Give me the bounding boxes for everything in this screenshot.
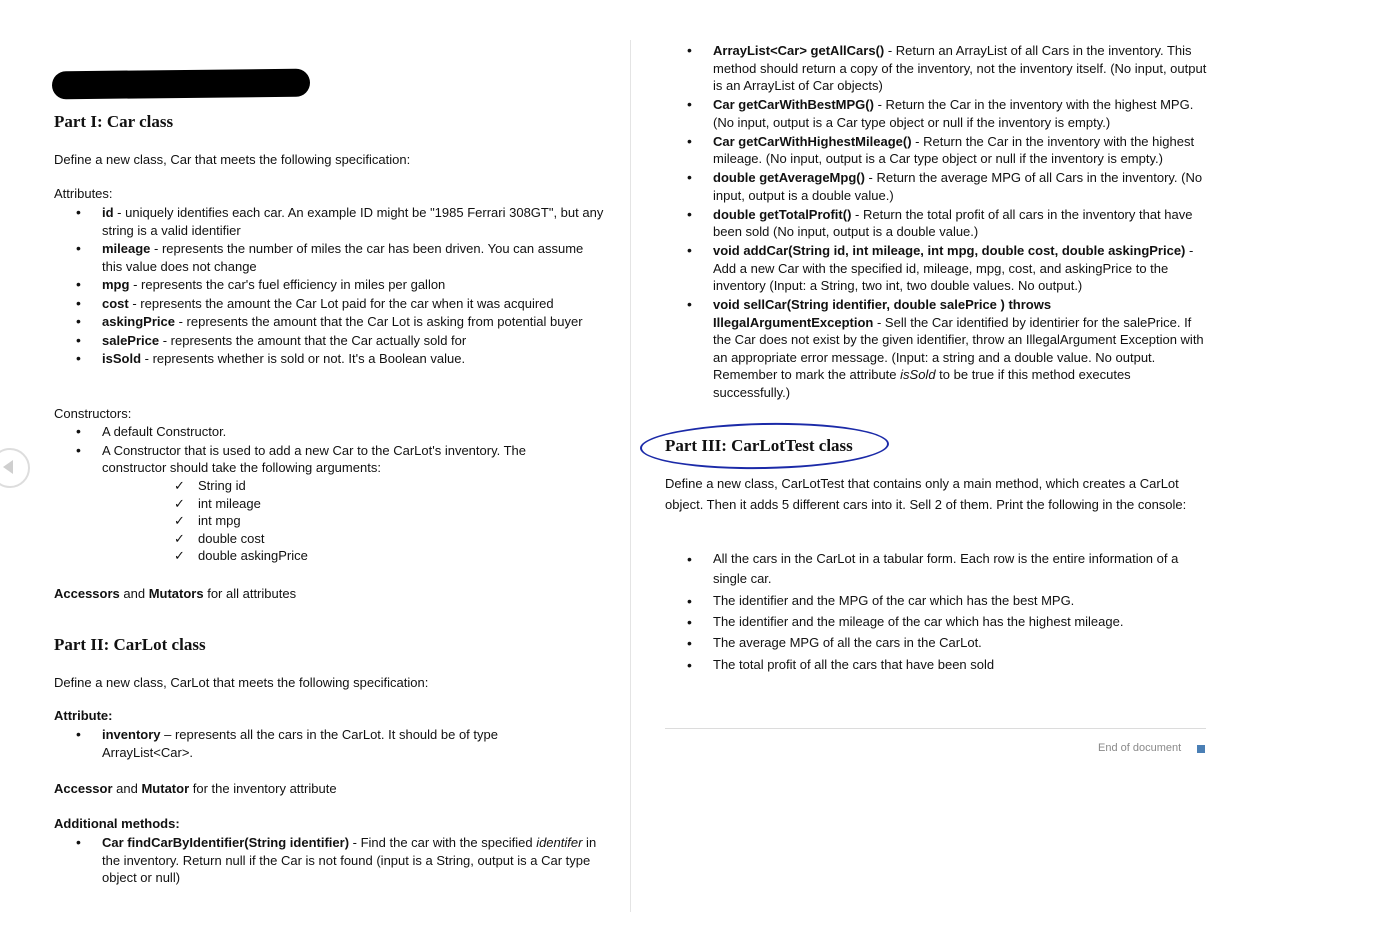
list-item: [665, 296, 1210, 401]
list-item: • A Constructor that is used to add a new Car to the CarLot's inventory. The constructor should take the following arguments:: [54, 442, 554, 477]
end-of-document-label: End of document: [1098, 742, 1182, 754]
list-item: • All the cars in the CarLot in a tabular form. Each row is the entire information of a single car.: [665, 549, 1210, 589]
arg-label: double askingPrice: [198, 548, 308, 564]
attr-name: mileage: [102, 241, 151, 256]
attr-name: mpg: [102, 277, 130, 292]
list-item: [174, 495, 374, 513]
checkmark-icon: ✓: [174, 530, 185, 546]
list-item: • A default Constructor.: [54, 423, 554, 441]
list-item: [174, 530, 374, 548]
method-signature: double getAverageMpg(): [713, 170, 865, 185]
method-desc: - Return an ArrayList of all Cars in the inventory. This method should return a copy of the inventory, not the inventory itself. (No input, output is an ArrayList of Car objects): [713, 43, 1207, 93]
checkmark-icon: ✓: [174, 548, 185, 564]
attr-name: salePrice: [102, 332, 160, 348]
list-item: [54, 350, 604, 368]
accessor-word: Accessor: [54, 781, 113, 796]
list-item: [665, 206, 1210, 241]
find-method-list: [54, 834, 604, 887]
method-desc: - Add a new Car with the specified id, mileage, mpg, cost, and askingPrice to the inventory (Input: a String, two int, two double values. No output.): [713, 243, 1194, 293]
arg-label: double cost: [198, 530, 265, 546]
accessors-rest: for all attributes: [203, 586, 297, 601]
checkmark-icon: ✓: [174, 513, 185, 529]
additional-methods-heading: Additional methods:: [54, 816, 180, 831]
column-divider: [630, 40, 631, 912]
method-desc-em: isSold: [900, 367, 936, 382]
and-word: and: [119, 586, 149, 601]
inventory-list: [54, 726, 524, 761]
part1-title: Part I: Car class: [54, 112, 174, 131]
list-item: [665, 133, 1210, 168]
list-item: [665, 242, 1210, 295]
list-item: • The average MPG of all the cars in the CarLot.: [665, 633, 1210, 653]
list-item: [54, 276, 604, 294]
method-desc: - Return the Car in the inventory with the highest MPG. (No input, output is a Car type object or null if the inventory is empty.): [713, 97, 1194, 130]
accessor-rest: for the inventory attribute: [189, 781, 337, 796]
attr-name: id: [102, 205, 114, 220]
accessors-word: Accessors: [54, 586, 120, 601]
constructors-list: [54, 423, 554, 477]
accessor-inventory-line: [54, 780, 337, 798]
list-item: [174, 477, 374, 495]
list-item: [665, 169, 1210, 204]
list-item: [174, 547, 374, 565]
part3-title: Part III: CarLotTest class: [665, 436, 853, 455]
part3-intro: Define a new class, CarLotTest that contains only a main method, which creates a CarLot object. Then it adds 5 different cars into it. Sell 2 of them. Print the following in the console:: [665, 476, 1187, 512]
method-signature: void addCar(String id, int mileage, int mpg, double cost, double askingPrice): [713, 243, 1186, 258]
list-item: [54, 726, 524, 761]
method-signature: Car getCarWithHighestMileage(): [713, 133, 912, 149]
attr-name: askingPrice: [102, 314, 175, 329]
list-item: [54, 295, 604, 313]
attr-name: isSold: [102, 351, 142, 366]
list-item: [54, 332, 604, 350]
attr-name: cost: [102, 295, 129, 311]
mutator-word: Mutator: [141, 781, 190, 796]
method-signature: Car getCarWithBestMPG(): [713, 97, 874, 112]
list-item: [665, 42, 1210, 95]
attr-name: inventory: [102, 727, 161, 742]
list-item: [665, 96, 1210, 131]
part2-title: Part II: CarLot class: [54, 635, 206, 654]
attribute-heading: Attribute:: [54, 708, 113, 723]
list-item: [54, 313, 604, 331]
list-item: • The identifier and the MPG of the car which has the best MPG.: [665, 591, 1210, 611]
list-item: [54, 240, 604, 275]
list-item: [54, 834, 604, 887]
arg-label: String id: [198, 478, 246, 493]
method-desc: to be true if this method executes successfully.): [713, 367, 1131, 400]
method-signature: ArrayList<Car> getAllCars(): [713, 43, 885, 58]
attributes-list: [54, 204, 604, 368]
attr-desc: – represents all the cars in the CarLot. It should be of type ArrayList<Car>.: [102, 727, 498, 760]
end-marker-icon: [1197, 745, 1205, 753]
attr-desc: - represents the amount that the Car actually sold for: [159, 332, 467, 348]
and-word: and: [112, 781, 142, 796]
list-item: • The identifier and the mileage of the car which has the highest mileage.: [665, 612, 1210, 632]
attr-desc: - represents whether is sold or not. It's a Boolean value.: [141, 351, 466, 366]
list-item: • The total profit of all the cars that have been sold: [665, 655, 1210, 675]
methods-list: [665, 42, 1210, 401]
method-signature: void sellCar(String identifier, double salePrice ) throws IllegalArgumentException: [713, 297, 1052, 330]
print-items-list: [665, 549, 1210, 675]
end-divider: [665, 728, 1206, 729]
checkmark-icon: ✓: [174, 495, 185, 511]
attr-desc: - represents the amount that the Car Lot is asking from potential buyer: [175, 314, 583, 329]
list-item: [54, 204, 604, 239]
method-desc: - Return the Car in the inventory with the highest mileage. (No input, output is a Car type object or null if the inventory is empty.): [713, 133, 1195, 166]
attr-desc: - represents the number of miles the car has been driven. You can assume this value does not change: [102, 241, 584, 274]
method-desc: - Return the total profit of all cars in the inventory that have been sold (No input, output is a double value.): [713, 206, 1193, 239]
arg-label: int mpg: [198, 513, 241, 529]
checkmark-icon: ✓: [174, 478, 185, 493]
part1-intro: Define a new class, Car that meets the following specification:: [54, 152, 411, 167]
method-desc-em: identifer: [536, 835, 583, 850]
attr-desc: - uniquely identifies each car. An example ID might be "1985 Ferrari 308GT", but any string is a valid identifier: [102, 205, 604, 238]
method-desc: in the inventory. Return null if the Car is not found (input is a String, output is a Car type object or null): [102, 835, 597, 885]
part2-intro: Define a new class, CarLot that meets the following specification:: [54, 675, 429, 690]
attr-desc: - represents the amount the Car Lot paid for the car when it was acquired: [128, 295, 554, 311]
method-desc: - Sell the Car identified by identirier for the salePrice. If the Car does not exist by the given identifier, throw an IllegalArgument Exception with an appropriate error message. (Input: a string and a double value. No output. Remember to mark the attribute: [713, 314, 1204, 382]
attributes-heading: Attributes:: [54, 186, 113, 201]
arg-label: int mileage: [198, 495, 261, 511]
mutators-word: Mutators: [148, 586, 204, 601]
method-signature: Car findCarByIdentifier(String identifier): [102, 835, 350, 850]
attr-desc: - represents the car's fuel efficiency in miles per gallon: [129, 277, 446, 292]
method-signature: double getTotalProfit(): [713, 206, 852, 222]
left-arrow-icon: [3, 460, 13, 474]
constructors-heading: Constructors:: [54, 406, 132, 421]
list-item: [174, 512, 374, 530]
constructor-args-list: [174, 477, 374, 565]
redacted-name-block: [52, 69, 310, 100]
method-desc: - Return the average MPG of all Cars in the inventory. (No input, output is a double value.): [713, 170, 1203, 203]
accessors-line: [54, 585, 296, 603]
method-desc: - Find the car with the specified: [349, 835, 537, 850]
